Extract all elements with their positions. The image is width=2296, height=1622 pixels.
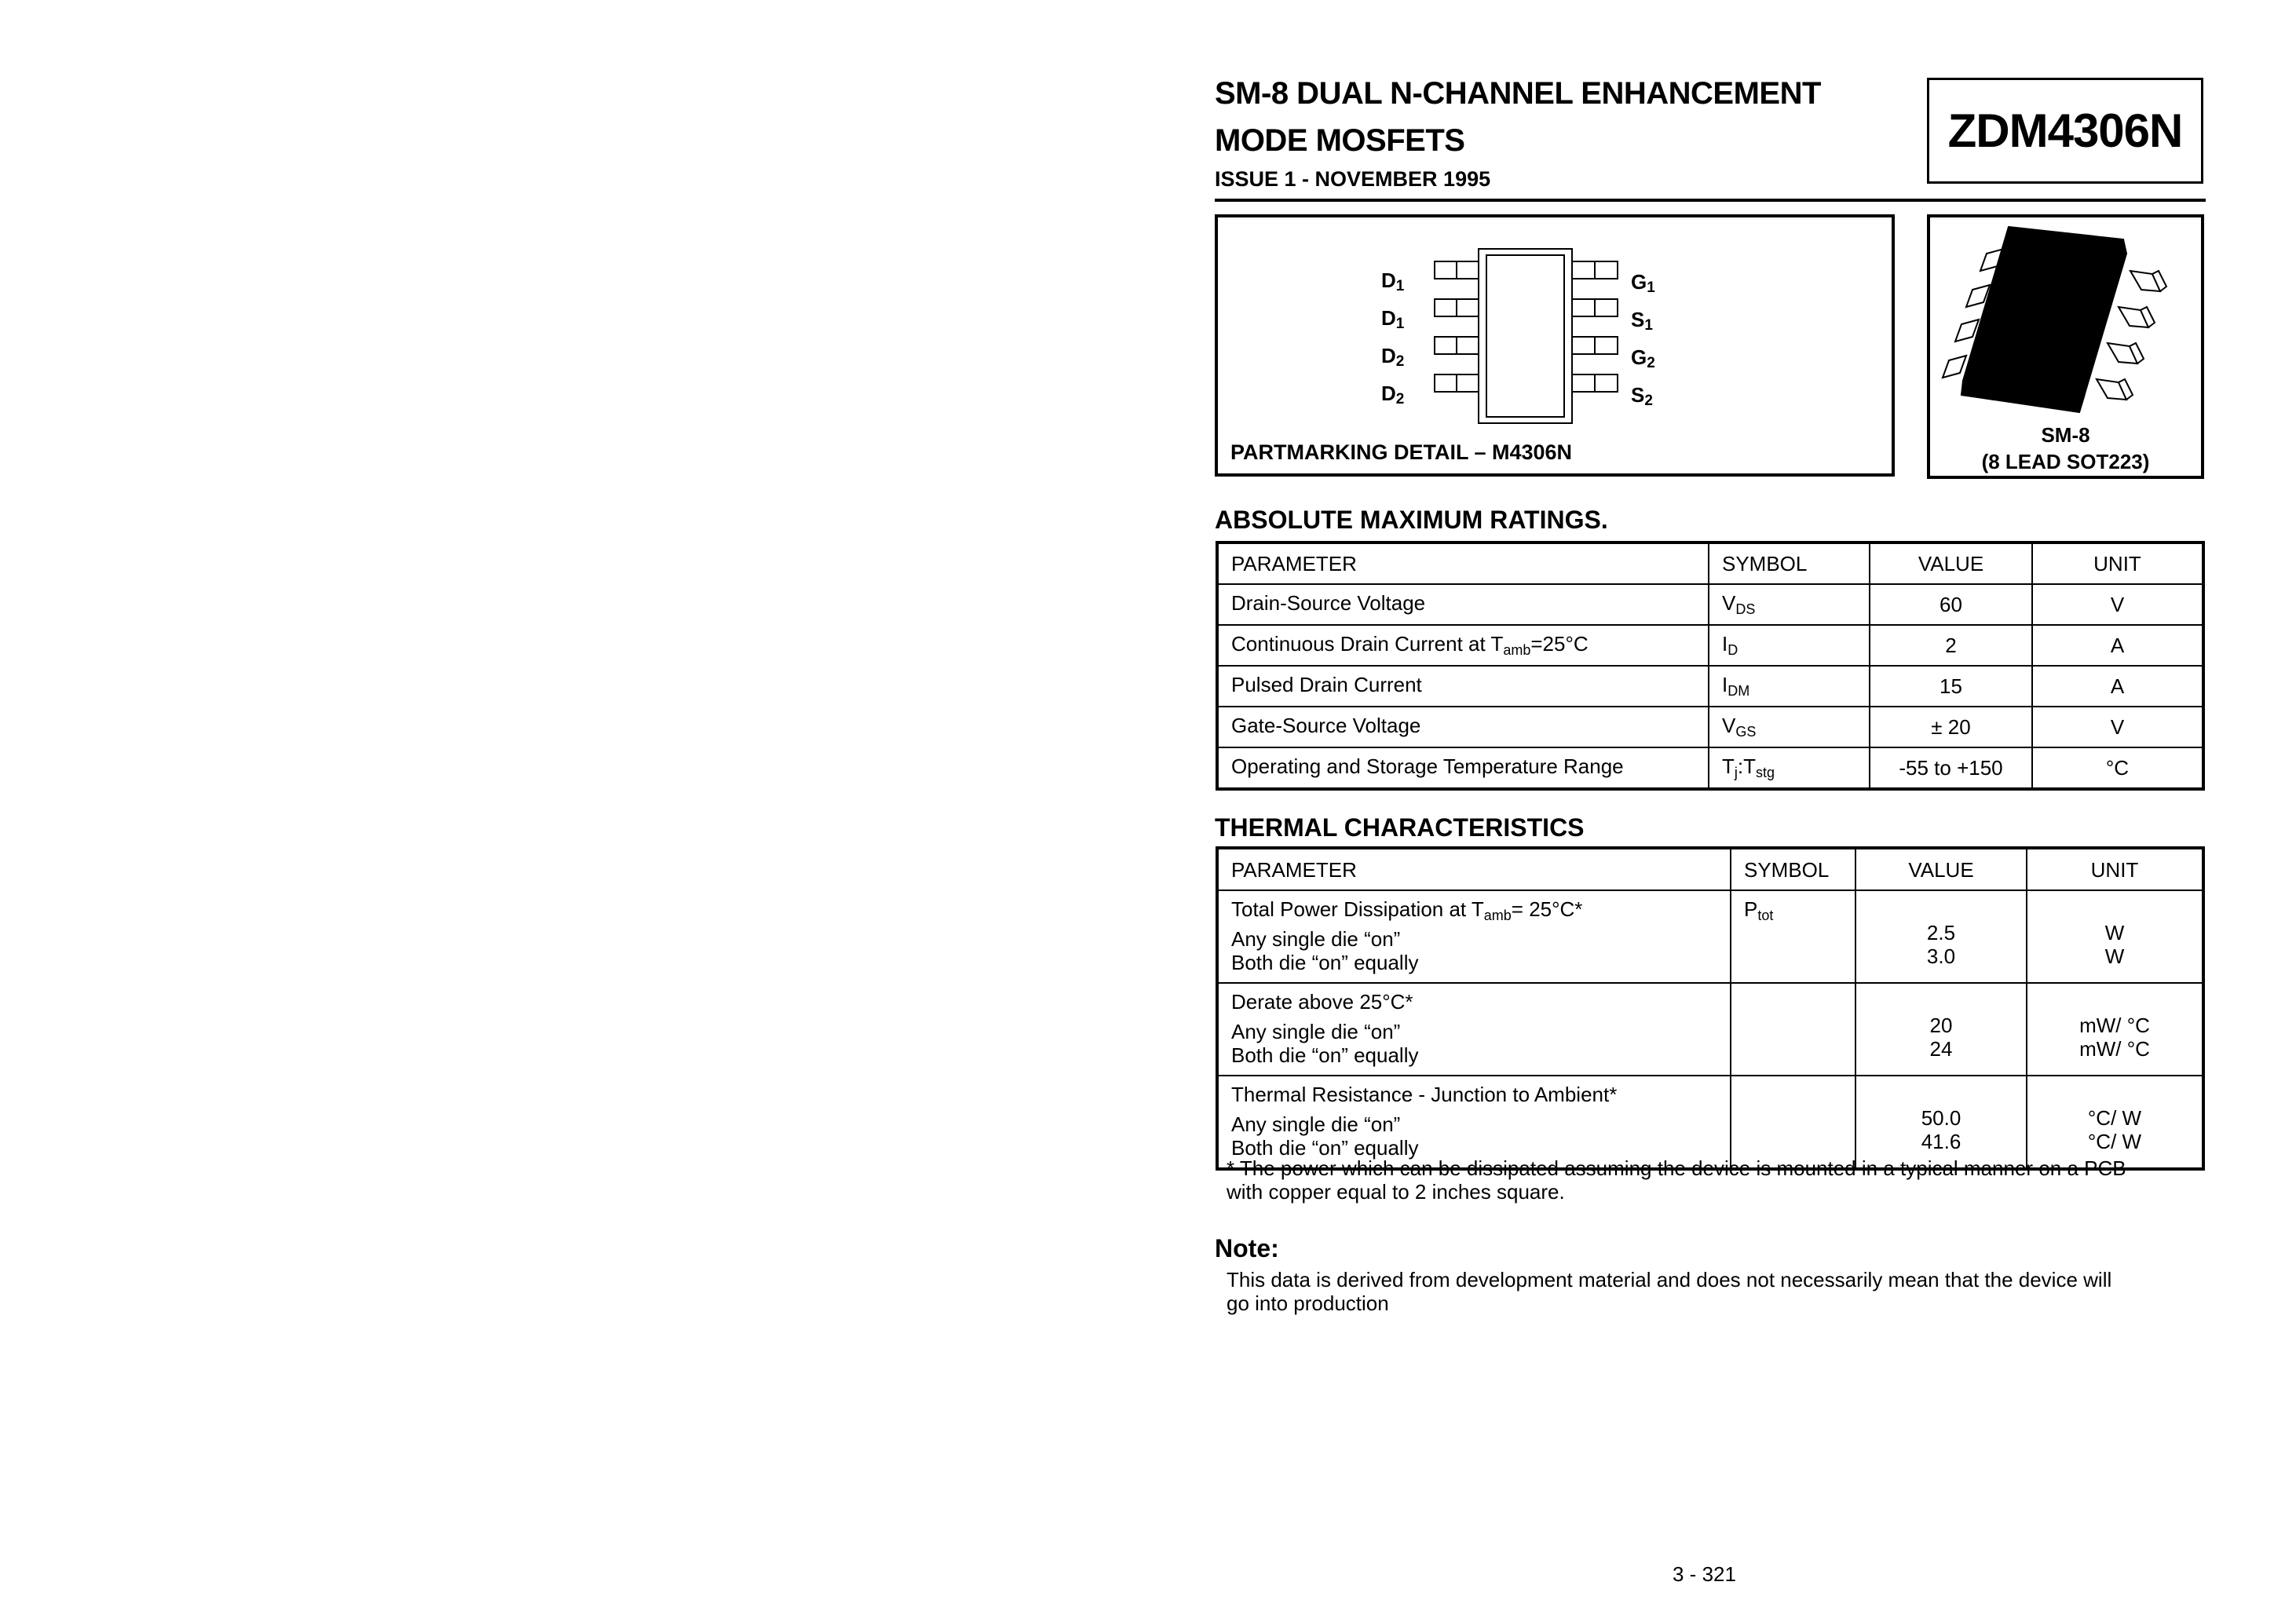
partmarking-detail: PARTMARKING DETAIL – M4306N bbox=[1230, 440, 1573, 464]
pin-label-right-4: $S_2$ bbox=[1631, 383, 1653, 409]
table-row bbox=[1217, 625, 2203, 666]
symbol-cell: $V_{GS}$ bbox=[1709, 707, 1870, 747]
thermal-table bbox=[1216, 846, 2205, 1171]
value-cell: 2 bbox=[1870, 625, 2032, 666]
part-number: ZDM4306N bbox=[1947, 104, 2183, 157]
unit-cell: V bbox=[2032, 707, 2203, 747]
package-box bbox=[1927, 214, 2204, 479]
symbol-cell bbox=[1731, 1076, 1855, 1169]
parameter-cell: Thermal Resistance - Junction to Ambient* Any single die “on” Both die “on” equally bbox=[1217, 1076, 1731, 1169]
ic-body-outer bbox=[1479, 249, 1572, 423]
value-cell: 50.0 41.6 bbox=[1855, 1076, 2027, 1169]
table-row bbox=[1217, 666, 2203, 707]
abs-max-heading: ABSOLUTE MAXIMUM RATINGS. bbox=[1215, 506, 1608, 534]
pin-label-right-1: $G_1$ bbox=[1631, 270, 1655, 296]
symbol-cell bbox=[1731, 983, 1855, 1076]
value-cell: 20 24 bbox=[1855, 983, 2027, 1076]
table-row bbox=[1217, 747, 2203, 789]
table-row bbox=[1217, 707, 2203, 747]
abs-max-header-row bbox=[1217, 542, 2203, 584]
unit-cell: mW/ °C mW/ °C bbox=[2027, 983, 2203, 1076]
abs-max-table bbox=[1216, 541, 2205, 791]
part-number-box bbox=[1927, 78, 2203, 184]
parameter-cell: Pulsed Drain Current bbox=[1217, 666, 1709, 707]
title-line-1: SM-8 DUAL N-CHANNEL ENHANCEMENT bbox=[1215, 76, 1821, 111]
unit-cell: V bbox=[2032, 584, 2203, 625]
left-pins bbox=[1435, 261, 1479, 392]
note-heading: Note: bbox=[1215, 1234, 1279, 1262]
pinout-box bbox=[1215, 214, 1895, 477]
table-row bbox=[1217, 584, 2203, 625]
footnote-line-2: with copper equal to 2 inches square. bbox=[1227, 1180, 1565, 1204]
ic-body-inner bbox=[1486, 255, 1564, 417]
pin-label-left-2: $D_1$ bbox=[1381, 306, 1405, 332]
parameter-cell: Drain-Source Voltage bbox=[1217, 584, 1709, 625]
parameter-cell: Derate above 25°C* Any single die “on” Both die “on” equally bbox=[1217, 983, 1731, 1076]
value-cell: ± 20 bbox=[1870, 707, 2032, 747]
header-rule bbox=[1215, 199, 2206, 202]
pinout-diagram bbox=[1218, 217, 1892, 473]
right-pins bbox=[1572, 261, 1618, 392]
note-line-1: This data is derived from development material and does not necessarily mean that the device will bbox=[1227, 1268, 2112, 1291]
pin-label-right-3: $G_2$ bbox=[1631, 345, 1655, 371]
symbol-cell: $P_{tot}$ bbox=[1731, 890, 1855, 983]
parameter-cell: Operating and Storage Temperature Range bbox=[1217, 747, 1709, 789]
pin-label-left-4: $D_2$ bbox=[1381, 382, 1405, 407]
col-header-parameter: PARAMETER bbox=[1217, 542, 1709, 584]
thermal-header-row bbox=[1217, 848, 2203, 890]
symbol-cell: $T_j:T_{stg}$ bbox=[1709, 747, 1870, 789]
unit-cell: °C/ W °C/ W bbox=[2027, 1076, 2203, 1169]
issue-date: ISSUE 1 - NOVEMBER 1995 bbox=[1215, 167, 1491, 191]
symbol-cell: $V_{DS}$ bbox=[1709, 584, 1870, 625]
col-header-parameter: PARAMETER bbox=[1217, 848, 1731, 890]
note-body bbox=[1227, 1268, 2111, 1315]
page-number: 3 - 321 bbox=[1673, 1562, 1736, 1586]
value-cell: -55 to +150 bbox=[1870, 747, 2032, 789]
pin-label-right-2: $S_1$ bbox=[1631, 308, 1653, 334]
parameter-cell: Continuous Drain Current at $T_{amb}=25^\circ C$ bbox=[1217, 625, 1709, 666]
unit-cell: W W bbox=[2027, 890, 2203, 983]
table-row bbox=[1217, 983, 2203, 1076]
col-header-symbol: SYMBOL bbox=[1709, 542, 1870, 584]
unit-cell: A bbox=[2032, 666, 2203, 707]
title-line-2: MODE MOSFETS bbox=[1215, 123, 1465, 158]
col-header-value: VALUE bbox=[1870, 542, 2032, 584]
parameter-cell: Total Power Dissipation at $T_{amb}= 25^\circ C*$ Any single die “on” Both die “on” equally bbox=[1217, 890, 1731, 983]
col-header-unit: UNIT bbox=[2032, 542, 2203, 584]
pin-label-left-3: $D_2$ bbox=[1381, 344, 1405, 370]
value-cell: 60 bbox=[1870, 584, 2032, 625]
value-cell: 2.5 3.0 bbox=[1855, 890, 2027, 983]
col-header-symbol: SYMBOL bbox=[1731, 848, 1855, 890]
thermal-heading: THERMAL CHARACTERISTICS bbox=[1215, 813, 1585, 842]
parameter-cell: Gate-Source Voltage bbox=[1217, 707, 1709, 747]
table-row bbox=[1217, 1076, 2203, 1169]
symbol-cell: $I_D$ bbox=[1709, 625, 1870, 666]
col-header-value: VALUE bbox=[1855, 848, 2027, 890]
thermal-footnote bbox=[1227, 1156, 2126, 1204]
col-header-unit: UNIT bbox=[2027, 848, 2203, 890]
package-description: (8 LEAD SOT223) bbox=[1981, 450, 2150, 473]
unit-cell: A bbox=[2032, 625, 2203, 666]
package-name: SM-8 bbox=[2041, 423, 2090, 447]
note-line-2: go into production bbox=[1227, 1291, 1389, 1315]
footnote-line-1: * The power which can be dissipated assuming the device is mounted in a typical manner on a PCB bbox=[1227, 1156, 2126, 1180]
symbol-cell: $I_{DM}$ bbox=[1709, 666, 1870, 707]
package-body-top bbox=[1963, 227, 2123, 396]
table-row bbox=[1217, 890, 2203, 983]
value-cell: 15 bbox=[1870, 666, 2032, 707]
pin-label-left-1: $D_1$ bbox=[1381, 269, 1405, 294]
unit-cell: °C bbox=[2032, 747, 2203, 789]
